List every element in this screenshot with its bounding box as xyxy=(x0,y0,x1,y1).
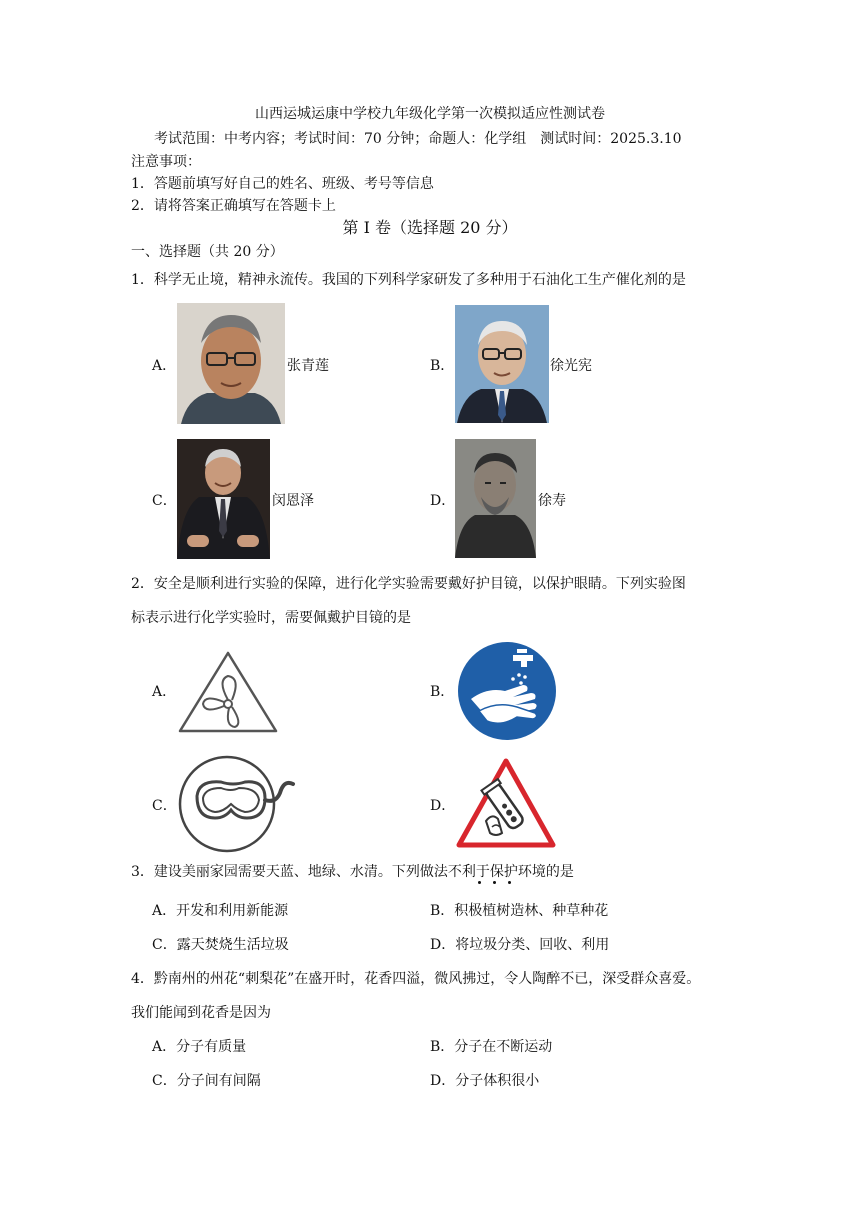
note-item: 1．答题前填写好自己的姓名、班级、考号等信息 xyxy=(131,176,434,192)
fan-warning-icon[interactable] xyxy=(177,650,279,734)
option-text: 将垃圾分类、回收、利用 xyxy=(455,937,610,953)
option-text: 分子间有间隔 xyxy=(176,1073,261,1089)
option-text: 积极植树造林、种草种花 xyxy=(454,903,609,919)
option-text-b[interactable]: 徐光宪 xyxy=(550,358,592,374)
question-3-stem xyxy=(131,862,574,882)
option-letter-c[interactable]: C． xyxy=(152,493,177,509)
option-text-d[interactable]: 徐寿 xyxy=(538,493,566,509)
option-letter: C． xyxy=(152,937,177,953)
option-text: 分子在不断运动 xyxy=(454,1039,553,1055)
option-b[interactable] xyxy=(430,1037,552,1057)
option-a[interactable] xyxy=(152,901,288,921)
part-title: 第 I 卷（选择题 20 分） xyxy=(342,218,518,237)
hand-wash-icon[interactable] xyxy=(457,641,557,741)
option-text-a[interactable]: 张青莲 xyxy=(287,358,329,374)
option-letter: C． xyxy=(152,1073,177,1089)
scientist-photo-d xyxy=(455,439,536,558)
option-d[interactable] xyxy=(430,1071,539,1091)
scientist-photo-c xyxy=(177,439,270,559)
corrosive-warning-icon[interactable] xyxy=(456,757,556,849)
emphasis-dot xyxy=(478,881,481,884)
question-3-stem-before: 3．建设美丽家园需要天蓝、地绿、水清。下列做法 xyxy=(131,864,448,880)
option-letter-d[interactable]: D． xyxy=(430,798,456,814)
option-c[interactable] xyxy=(152,935,289,955)
option-letter: B． xyxy=(430,903,455,919)
option-letter: D． xyxy=(430,1073,456,1089)
option-text: 分子体积很小 xyxy=(455,1073,540,1089)
question-3-stem-after: 保护环境的是 xyxy=(489,864,574,880)
emphasis-not-beneficial: 不利于 xyxy=(447,864,490,880)
option-letter-d[interactable]: D． xyxy=(430,493,456,509)
option-a[interactable] xyxy=(152,1037,246,1057)
option-letter-b[interactable]: B． xyxy=(430,684,455,700)
option-letter-c[interactable]: C． xyxy=(152,798,177,814)
question-1-stem: 1．科学无止境，精神永流传。我国的下列科学家研发了多种用于石油化工生产催化剂的是 xyxy=(131,272,686,288)
option-text: 开发和利用新能源 xyxy=(176,903,289,919)
exam-title: 山西运城运康中学校九年级化学第一次模拟适应性测试卷 xyxy=(255,106,605,122)
option-text: 露天焚烧生活垃圾 xyxy=(176,937,289,953)
option-letter-a[interactable]: A． xyxy=(152,358,177,374)
option-letter-a[interactable]: A． xyxy=(152,684,177,700)
question-2-stem-line2: 标表示进行化学实验时，需要佩戴护目镜的是 xyxy=(131,610,411,626)
notes-heading: 注意事项： xyxy=(131,154,201,170)
option-text: 分子有质量 xyxy=(176,1039,247,1055)
option-letter-b[interactable]: B． xyxy=(430,358,455,374)
exam-info: 考试范围：中考内容；考试时间：70 分钟；命题人：化学组 测试时间：2025.3.10 xyxy=(154,131,682,147)
option-b[interactable] xyxy=(430,901,608,921)
scientist-photo-b xyxy=(455,305,549,423)
option-c[interactable] xyxy=(152,1071,261,1091)
option-text-c[interactable]: 闵恩泽 xyxy=(272,493,314,509)
question-2-stem-line1: 2．安全是顺利进行实验的保障，进行化学实验需要戴好护目镜，以保护眼睛。下列实验图 xyxy=(131,576,686,592)
emphasis-dot xyxy=(508,881,511,884)
scientist-photo-a xyxy=(177,303,285,424)
option-d[interactable] xyxy=(430,935,609,955)
option-letter: D． xyxy=(430,937,456,953)
note-item: 2．请将答案正确填写在答题卡上 xyxy=(131,198,336,214)
option-letter: B． xyxy=(430,1039,455,1055)
question-4-stem-line2: 我们能闻到花香是因为 xyxy=(131,1005,271,1021)
question-4-stem-line1: 4．黔南州的州花“刺梨花”在盛开时，花香四溢，微风拂过，令人陶醉不已，深受群众喜爱。 xyxy=(131,971,701,987)
option-letter: A． xyxy=(152,903,177,919)
section-heading: 一、选择题（共 20 分） xyxy=(131,244,284,260)
emphasis-dot xyxy=(493,881,496,884)
goggles-icon[interactable] xyxy=(177,754,297,854)
option-letter: A． xyxy=(152,1039,177,1055)
